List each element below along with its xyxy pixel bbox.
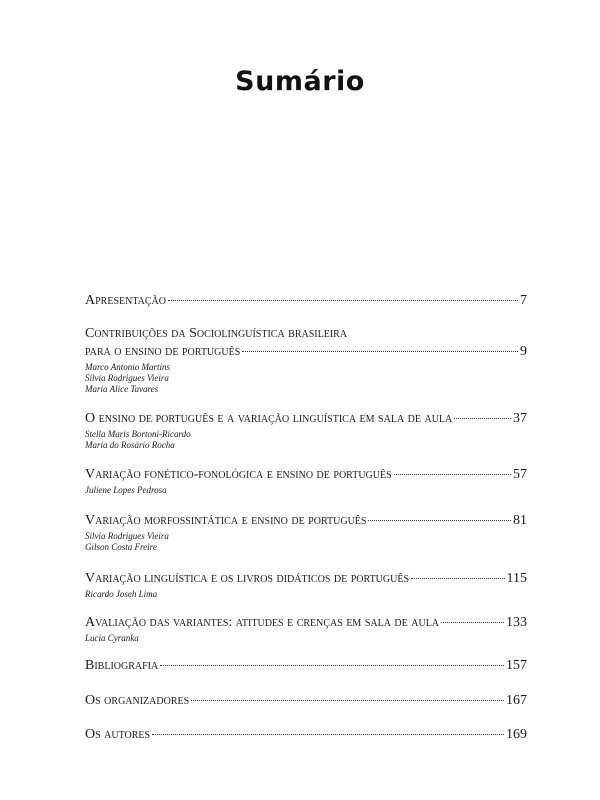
page-number: 167 [506,693,527,708]
toc-entry-autores[interactable] [85,726,527,744]
dot-leader [242,351,518,352]
toc-entry-organizadores[interactable] [85,692,527,710]
author-name: Ricardo Joseh Lima [85,589,158,599]
page-number: 157 [506,658,527,673]
entry-title: Variação morfossintática e ensino de português [85,513,367,528]
entry-authors [85,429,527,451]
author-name: Silvia Rodrigues Vieira [85,373,169,383]
entry-title: para o ensino de português [85,344,241,359]
entry-title-line1: Contribuições da Sociolinguística brasileira [85,326,348,341]
page-number: 9 [520,344,527,359]
entry-authors [85,485,527,496]
entry-authors [85,531,527,553]
author-name: Marco Antonio Martins [85,362,170,372]
toc-entry-contribuicoes[interactable] [85,325,527,395]
dot-leader [191,700,504,701]
page-number: 57 [513,467,527,482]
author-name: Lucia Cyranka [85,633,139,643]
page-number: 115 [506,571,527,586]
dot-leader [394,474,511,475]
page-number: 81 [513,513,527,528]
toc-entry-morfossintatica[interactable] [85,512,527,553]
dot-leader [168,300,518,301]
toc-entry-fonetico[interactable] [85,466,527,496]
entry-title: Bibliografia [85,658,159,673]
author-name: Juliene Lopes Pedrosa [85,485,167,495]
page-number: 7 [520,293,527,308]
author-name: Stella Maris Bortoni-Ricardo [85,429,191,439]
entry-title: Os autores [85,727,151,742]
toc-entry-ensino[interactable] [85,410,527,451]
author-name: Silvia Rodrigues Vieira [85,531,169,541]
dot-leader [152,734,504,735]
entry-title: Variação linguística e os livros didáticos de português [85,571,410,586]
page-title: Sumário [235,66,365,97]
entry-authors [85,362,527,395]
author-name: Maria Alice Tavares [85,384,159,394]
entry-title: Apresentação [85,293,166,308]
dot-leader [368,520,511,521]
page-number: 133 [506,615,527,630]
dot-leader [454,418,511,419]
entry-title: Avaliação das variantes: atitudes e crenças em sala de aula [85,615,440,630]
page-number: 169 [506,727,527,742]
dot-leader [160,665,504,666]
toc-entry-bibliografia[interactable] [85,657,527,675]
dot-leader [411,578,505,579]
entry-authors [85,633,527,644]
entry-title: Os organizadores [85,693,190,708]
toc-entry-livros[interactable] [85,570,527,600]
toc-entry-avaliacao[interactable] [85,614,527,644]
dot-leader [441,622,504,623]
entry-authors [85,589,527,600]
page-number: 37 [513,411,527,426]
author-name: Maria do Rosário Rocha [85,440,175,450]
toc-entry-apresentacao[interactable] [85,292,527,310]
entry-title: O ensino de português e a variação linguística em sala de aula [85,411,453,426]
author-name: Gilson Costa Freire [85,542,157,552]
entry-title: Variação fonético-fonológica e ensino de português [85,467,392,482]
